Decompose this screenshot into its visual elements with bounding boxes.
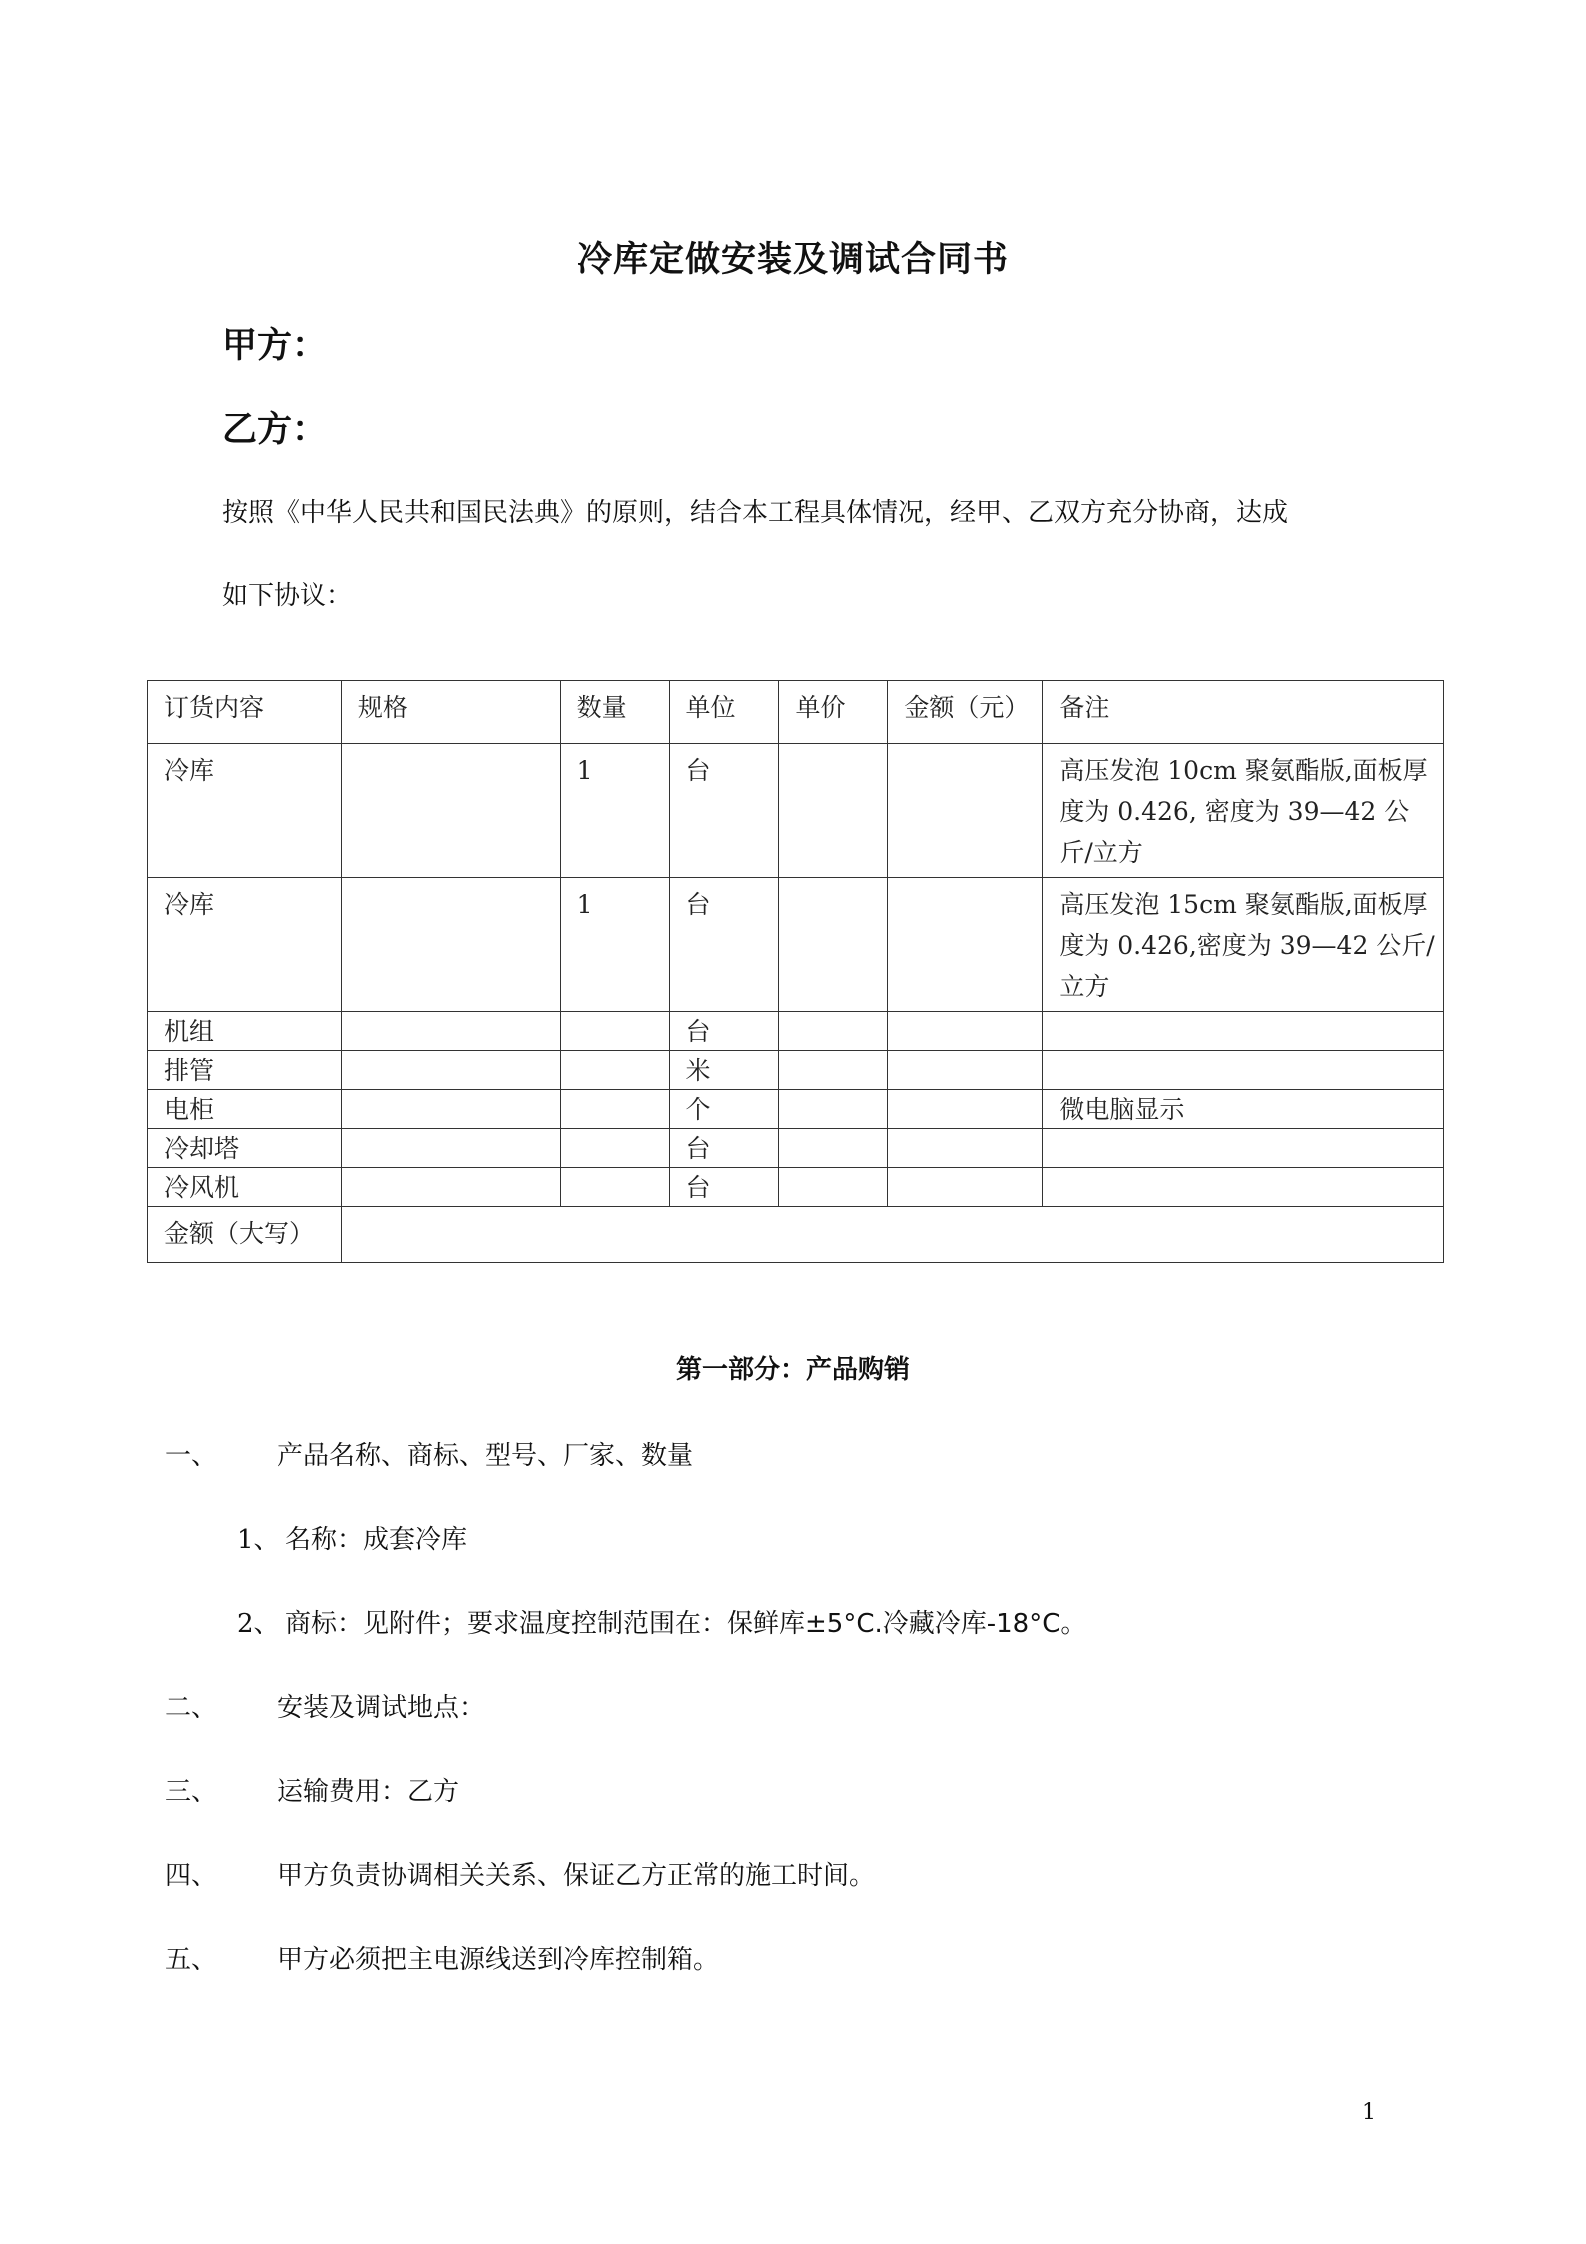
unit-cell: 米 bbox=[669, 1051, 779, 1090]
total-value bbox=[341, 1207, 1443, 1263]
header-cell: 订货内容 bbox=[148, 681, 342, 744]
note-cell: 微电脑显示 bbox=[1043, 1090, 1444, 1129]
subclause-number: 1、 bbox=[237, 1525, 280, 1555]
price-cell bbox=[779, 1012, 888, 1051]
table-row bbox=[148, 1168, 1444, 1207]
spec-cell bbox=[341, 1012, 560, 1051]
order-table bbox=[147, 680, 1444, 1263]
price-cell bbox=[779, 1051, 888, 1090]
qty-cell bbox=[560, 1012, 669, 1051]
table-header-row bbox=[148, 681, 1444, 744]
spec-cell bbox=[341, 1090, 560, 1129]
note-cell bbox=[1043, 1129, 1444, 1168]
section-title: 第一部分：产品购销 bbox=[675, 1355, 910, 1385]
spec-cell bbox=[341, 1129, 560, 1168]
total-label: 金额（大写） bbox=[148, 1207, 342, 1263]
item-cell: 冷却塔 bbox=[148, 1129, 342, 1168]
party-a-label: 甲方： bbox=[222, 326, 328, 366]
header-cell: 金额（元） bbox=[888, 681, 1043, 744]
table-row bbox=[148, 1051, 1444, 1090]
spec-cell bbox=[341, 1051, 560, 1090]
header-cell: 规格 bbox=[341, 681, 560, 744]
table-row bbox=[148, 744, 1444, 878]
note-cell bbox=[1043, 1168, 1444, 1207]
unit-cell: 台 bbox=[669, 1168, 779, 1207]
item-cell: 冷库 bbox=[148, 878, 342, 1012]
item-cell: 排管 bbox=[148, 1051, 342, 1090]
price-cell bbox=[779, 744, 888, 878]
price-cell bbox=[779, 1090, 888, 1129]
spec-cell bbox=[341, 878, 560, 1012]
subclause-number: 2、 bbox=[237, 1609, 280, 1639]
clause-number: 一、 bbox=[165, 1441, 218, 1471]
table-row bbox=[148, 1012, 1444, 1051]
unit-cell: 个 bbox=[669, 1090, 779, 1129]
clause-text: 甲方必须把主电源线送到冷库控制箱。 bbox=[277, 1945, 720, 1975]
item-cell: 冷风机 bbox=[148, 1168, 342, 1207]
subclause-text: 名称：成套冷库 bbox=[285, 1525, 468, 1555]
total-row bbox=[148, 1207, 1444, 1263]
clause-number: 三、 bbox=[165, 1777, 218, 1807]
table-row bbox=[148, 1090, 1444, 1129]
intro-line-1: 按照《中华人民共和国民法典》的原则，结合本工程具体情况，经甲、乙双方充分协商，达成 bbox=[222, 498, 1289, 528]
clause-text: 安装及调试地点： bbox=[277, 1693, 486, 1723]
header-cell: 数量 bbox=[560, 681, 669, 744]
header-cell: 单价 bbox=[779, 681, 888, 744]
table-row bbox=[148, 878, 1444, 1012]
note-cell bbox=[1043, 1012, 1444, 1051]
clause-number: 二、 bbox=[165, 1693, 218, 1723]
qty-cell bbox=[560, 1051, 669, 1090]
price-cell bbox=[779, 878, 888, 1012]
table-row bbox=[148, 1129, 1444, 1168]
clause-text: 甲方负责协调相关关系、保证乙方正常的施工时间。 bbox=[277, 1861, 876, 1891]
amount-cell bbox=[888, 1129, 1043, 1168]
qty-cell bbox=[560, 1129, 669, 1168]
qty-cell bbox=[560, 1090, 669, 1129]
clause-number: 五、 bbox=[165, 1945, 218, 1975]
party-b-label: 乙方： bbox=[222, 410, 328, 450]
spec-cell bbox=[341, 1168, 560, 1207]
amount-cell bbox=[888, 1051, 1043, 1090]
qty-cell: 1 bbox=[560, 744, 669, 878]
clause-text: 产品名称、商标、型号、厂家、数量 bbox=[277, 1441, 694, 1471]
unit-cell: 台 bbox=[669, 1012, 779, 1051]
item-cell: 电柜 bbox=[148, 1090, 342, 1129]
note-cell: 高压发泡 10cm 聚氨酯版,面板厚度为 0.426, 密度为 39—42 公斤/立方 bbox=[1043, 744, 1444, 878]
qty-cell bbox=[560, 1168, 669, 1207]
price-cell bbox=[779, 1168, 888, 1207]
unit-cell: 台 bbox=[669, 1129, 779, 1168]
note-cell: 高压发泡 15cm 聚氨酯版,面板厚度为 0.426,密度为 39—42 公斤/立方 bbox=[1043, 878, 1444, 1012]
subclause-text: 商标：见附件；要求温度控制范围在：保鲜库±5°C.冷藏冷库-18°C。 bbox=[285, 1609, 1087, 1639]
amount-cell bbox=[888, 744, 1043, 878]
item-cell: 冷库 bbox=[148, 744, 342, 878]
clause-text: 运输费用：乙方 bbox=[277, 1777, 460, 1807]
document-title: 冷库定做安装及调试合同书 bbox=[576, 240, 1009, 280]
amount-cell bbox=[888, 1168, 1043, 1207]
amount-cell bbox=[888, 1012, 1043, 1051]
price-cell bbox=[779, 1129, 888, 1168]
amount-cell bbox=[888, 878, 1043, 1012]
page-number: 1 bbox=[1362, 2100, 1376, 2125]
qty-cell: 1 bbox=[560, 878, 669, 1012]
unit-cell: 台 bbox=[669, 744, 779, 878]
note-cell bbox=[1043, 1051, 1444, 1090]
unit-cell: 台 bbox=[669, 878, 779, 1012]
spec-cell bbox=[341, 744, 560, 878]
header-cell: 备注 bbox=[1043, 681, 1444, 744]
header-cell: 单位 bbox=[669, 681, 779, 744]
intro-line-2: 如下协议： bbox=[222, 581, 353, 611]
clause-number: 四、 bbox=[165, 1861, 218, 1891]
item-cell: 机组 bbox=[148, 1012, 342, 1051]
amount-cell bbox=[888, 1090, 1043, 1129]
